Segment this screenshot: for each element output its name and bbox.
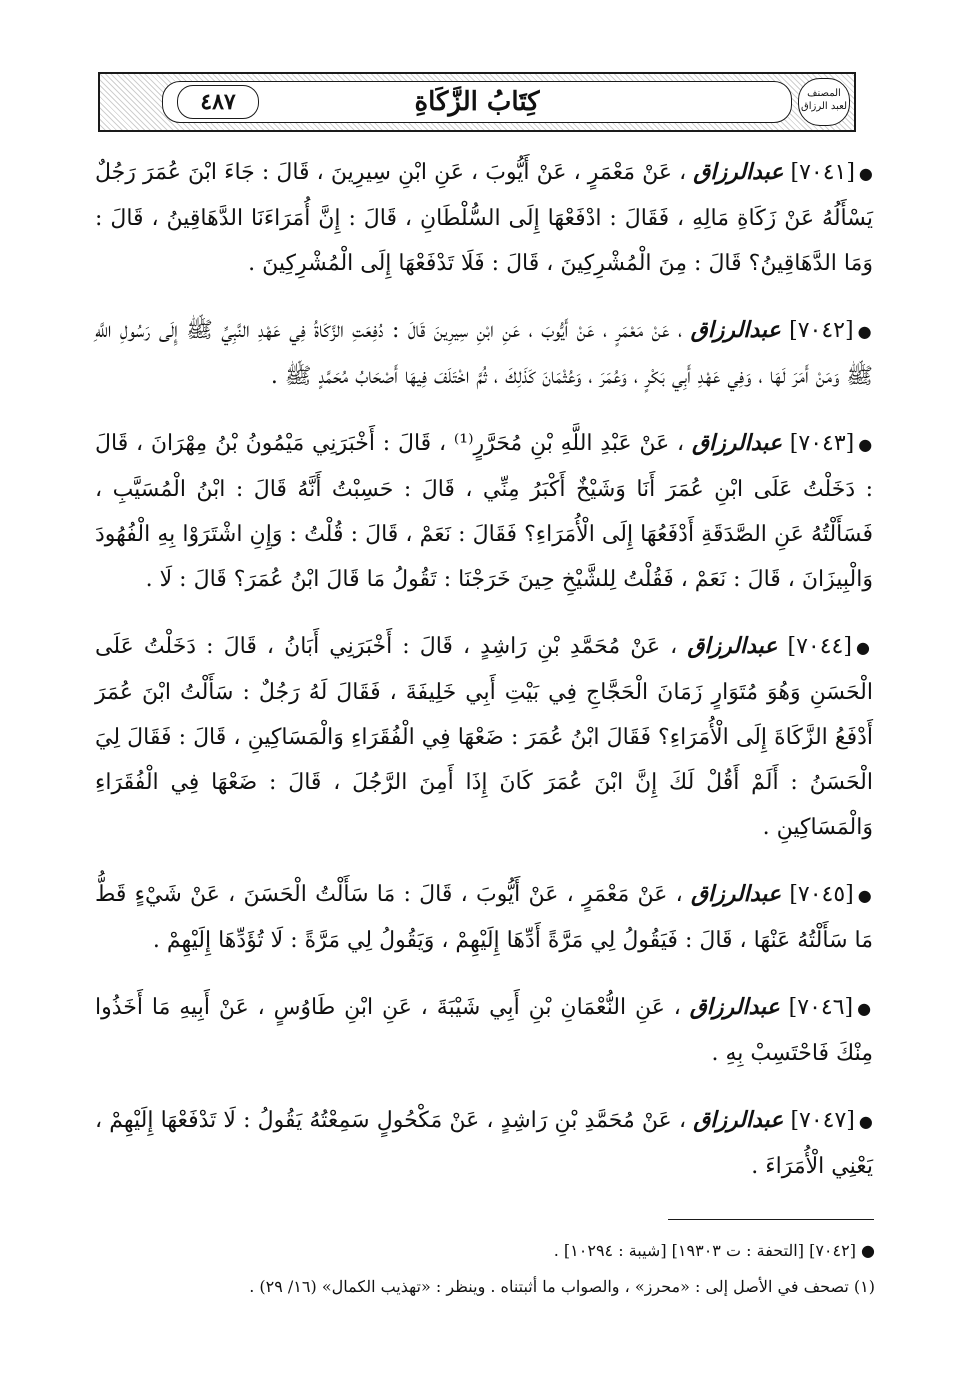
- bullet-icon: ●: [858, 1112, 874, 1131]
- hadith-entry: [95, 985, 873, 1076]
- hadith-entry: [95, 1098, 873, 1189]
- entry-number: [٧٠٤٢]: [789, 318, 854, 343]
- entry-number: [٧٠٤٤]: [787, 634, 852, 659]
- entry-text: ، عَنْ مَعْمَرٍ ، عَنْ أَيُّوبَ ، عَنِ ابْنِ سِيرِينَ قَالَ : دُفِعَتِ الزَّكَاةُ فِي عَهْدِ النَّبِيِّ ﷺ إِلَى رَسُولِ اللَّهِ ﷺ وَمَنْ أَمَرَ لَهَا ، وَفِي عَهْدِ أَبِي بَكْرٍ ، وَعُمَرَ ، وَعُثْمَانَ كَذَلِكَ ، ثُمَّ اخْتَلَفَ فِيهَا أَصْحَابُ مُحَمَّدٍ ﷺ .: [95, 318, 873, 389]
- footnote-separator: [668, 1219, 874, 1220]
- chapter-title: كِتَابُ الزَّكَاةِ: [414, 87, 540, 117]
- entry-author: عبدالرزاق: [687, 633, 778, 659]
- page-body: [95, 150, 873, 1196]
- entry-text: ، عَنْ مَعْمَرٍ ، عَنْ أَيُّوبَ ، قَالَ : مَا سَأَلْتُ الْحَسَنَ ، عَنْ شَيْءٍ قَطُّ مَا سَأَلْتُهُ عَنْهَا ، قَالَ : فَيَقُولُ لِي مَرَّةً أَدِّهَا إِلَيْهِمْ ، وَيَقُولُ لِي مَرَّةً : لَا تُؤَدِّهَا إِلَيْهِمْ .: [95, 882, 873, 953]
- bullet-icon: ●: [861, 1241, 875, 1260]
- bullet-icon: ●: [858, 435, 873, 454]
- entry-text: ، عَنِ النُّعْمَانِ بْنِ أَبِي شَيْبَةَ ، عَنِ ابْنِ طَاوُسٍ ، عَنْ أَبِيهِ مَا أَخَذُوا مِنْكَ فَاحْتَسِبْ بِهِ .: [95, 995, 873, 1066]
- entry-author: عبدالرزاق: [690, 881, 782, 907]
- footnotes: [95, 1233, 875, 1305]
- logo-line-2: لعبد الرزاق: [800, 101, 848, 112]
- entry-number: [٧٠٤٧]: [790, 1108, 855, 1133]
- entry-text: ، عَنْ مُحَمَّدِ بْنِ رَاشِدٍ ، قَالَ : أَخْبَرَنِي أَبَانُ ، قَالَ : دَخَلْتُ عَلَى الْحَسَنِ وَهُوَ مُتَوَارٍ زَمَانَ الْحَجَّاجِ فِي بَيْتِ أَبِي خَلِيفَةَ ، فَقَالَ لَهُ رَجُلٌ : سَأَلْتُ ابْنَ عُمَرَ أَدْفَعُ الزَّكَاةَ إِلَى الْأُمَرَاءِ؟ فَقَالَ ابْنُ عُمَرَ : ضَعْهَا فِي الْفُقَرَاءِ وَالْمَسَاكِينِ ، قَالَ : فَقَالَ لِيَ الْحَسَنُ : أَلَمْ أَقُلْ لَكَ إِنَّ ابْنَ عُمَرَ كَانَ إِذَا أَمِنَ الرَّجُلَ ، قَالَ : ضَعْهَا فِي الْفُقَرَاءِ وَالْمَسَاكِينِ .: [95, 634, 873, 840]
- footnote-line: [95, 1233, 875, 1269]
- entry-author: عبدالرزاق: [690, 317, 781, 343]
- book-logo: [798, 78, 850, 126]
- hadith-entry: [95, 872, 873, 963]
- entry-text: ، عَنْ مَعْمَرٍ ، عَنْ أَيُّوبَ ، عَنِ ابْنِ سِيرِينَ ، قَالَ : جَاءَ ابْنَ عُمَرَ رَجُلٌ يَسْأَلُهُ عَنْ زَكَاةِ مَالِهِ ، فَقَالَ : ادْفَعْهَا إِلَى السُّلْطَانِ ، قَالَ : إِنَّ أُمَرَاءَنَا الدَّهَاقِينُ ، قَالَ : وَمَا الدَّهَاقِينُ؟ قَالَ : مِنَ الْمُشْرِكِينَ ، قَالَ : فَلَا تَدْفَعْهَا إِلَى الْمُشْرِكِينَ .: [95, 160, 873, 276]
- logo-line-1: المصنف: [807, 88, 841, 99]
- bullet-icon: ●: [855, 638, 874, 657]
- entry-text: ، عَنْ عَبْدِ اللَّهِ بْنِ مُحَرَّرٍ⁽¹⁾ ، قَالَ : أَخْبَرَنِي مَيْمُونُ بْنُ مِهْرَانَ ، قَالَ : دَخَلْتُ عَلَى ابْنِ عُمَرَ أَنَا وَشَيْخٌ أَكْبَرُ مِنِّي ، قَالَ : حَسِبْتُ أَنَّهُ قَالَ : ابْنُ الْمُسَيَّبِ ، فَسَأَلْتُهُ عَنِ الصَّدَقَةِ أَدْفَعُهَا إِلَى الْأُمَرَاءِ؟ فَقَالَ : نَعَمْ ، قَالَ : قُلْتُ : وَإِنِ اشْتَرَوْا بِهِ الْفُهُودَ وَالْبِيزَانَ ، قَالَ : نَعَمْ ، فَقُلْتُ لِلشَّيْخِ حِينَ خَرَجْنَا : تَقُولُ مَا قَالَ ابْنُ عُمَرَ؟ قَالَ : لَا .: [95, 431, 873, 592]
- hadith-entry: [95, 624, 873, 850]
- bullet-icon: ●: [857, 999, 873, 1018]
- entry-number: [٧٠٤٣]: [789, 431, 855, 456]
- entry-author: عبدالرزاق: [691, 430, 783, 456]
- hadith-entry: [95, 308, 873, 399]
- footnote-text: [٧٠٤٢] [التحفة : ت ١٩٣٠٣] [شيبة : ١٠٢٩٤] .: [553, 1241, 856, 1260]
- entry-text: ، عَنْ مُحَمَّدِ بْنِ رَاشِدٍ ، عَنْ مَكْحُولٍ سَمِعْتُهُ يَقُولُ : لَا تَدْفَعْهَا إِلَيْهِمْ ، يَعْنِي الْأُمَرَاءَ .: [95, 1108, 873, 1179]
- bullet-icon: ●: [857, 886, 873, 905]
- entry-author: عبدالرزاق: [693, 1107, 784, 1133]
- page-number: ٤٨٧: [177, 85, 259, 119]
- entry-number: [٧٠٤٥]: [789, 882, 854, 907]
- bullet-icon: ●: [857, 322, 873, 341]
- footnote-line: [95, 1269, 875, 1305]
- page-header: [98, 72, 856, 132]
- entry-number: [٧٠٤١]: [790, 160, 855, 185]
- hadith-entry: [95, 421, 873, 602]
- header-panel: [162, 81, 792, 123]
- entry-author: عبدالرزاق: [689, 994, 780, 1020]
- bullet-icon: ●: [858, 164, 873, 183]
- footnote-text: (١) تصحف في الأصل إلى : «محرز» ، والصواب ما أثبتناه . وينظر : «تهذيب الكمال» (١٦/ ٢٩) .: [249, 1277, 875, 1296]
- entry-author: عبدالرزاق: [693, 159, 784, 185]
- hadith-entry: [95, 150, 873, 286]
- entry-number: [٧٠٤٦]: [788, 995, 854, 1020]
